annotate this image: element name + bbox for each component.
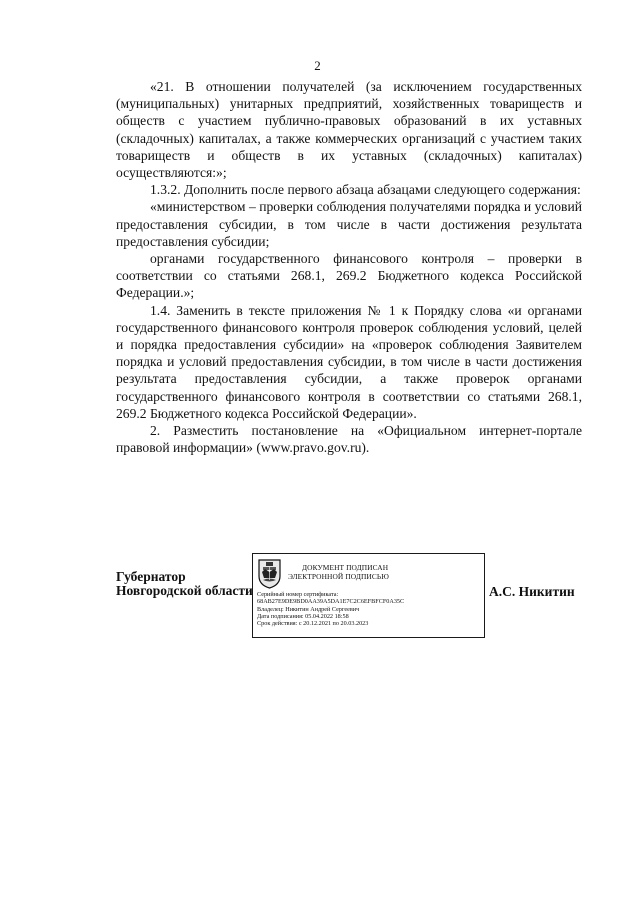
document-body: [116, 78, 582, 456]
paragraph: органами государственного финансового контроля – проверки в соответствии со статьями 268.1, 269.2 Бюджетного кодекса Российской Федерации.»;: [116, 251, 582, 301]
paragraph: 1.4. Заменить в тексте приложения № 1 к Порядку слова «и органами государственного финансового контроля проверок соблюдения условий, целей и порядка предоставления субсидии» на «проверок соблюдения Заявителем порядка и условий предоставления субсидии, в том числе в части достижения результата предоставления субсидии, а также проверок органами государственного финансового контроля в соответствии со статьями 268.1, 269.2 Бюджетного кодекса Российской Федерации».: [116, 302, 582, 421]
coat-of-arms-icon: [257, 558, 282, 589]
stamp-owner: Владелец: Никитин Андрей Сергеевич: [257, 605, 360, 613]
stamp-signed-date: Дата подписания: 05.04.2022 18:58: [257, 612, 349, 620]
signatory-title: [116, 570, 253, 598]
stamp-serial-label: Серийный номер сертификата:: [257, 591, 339, 598]
signatory-title-line2: Новгородской области: [116, 583, 253, 598]
page-number: 2: [314, 58, 321, 73]
stamp-header-line2: ЭЛЕКТРОННОЙ ПОДПИСЬЮ: [288, 572, 389, 581]
stamp-header: [288, 563, 478, 581]
paragraph: 2. Разместить постановление на «Официальном интернет-портале правовой информации» (www.pravo.gov.ru).: [116, 423, 582, 456]
signatory-title-line1: Губернатор: [116, 569, 186, 584]
paragraph: 1.3.2. Дополнить после первого абзаца абзацами следующего содержания:: [150, 182, 581, 198]
stamp-header-line1: ДОКУМЕНТ ПОДПИСАН: [302, 563, 389, 572]
signatory-name: А.С. Никитин: [489, 584, 575, 599]
paragraph: «21. В отношении получателей (за исключением государственных (муниципальных) унитарных предприятий, хозяйственных товариществ и обществ с участием публично-правовых образований в их уставных (складочных) капиталах, а также коммерческих организаций с участием таких товариществ и обществ в их уставных (складочных) капиталах) осуществляются:»;: [116, 79, 582, 181]
electronic-signature-stamp: [252, 553, 485, 638]
paragraph: «министерством – проверки соблюдения получателями порядка и условий предоставления субсидии, в том числе в части достижения результата предоставления субсидии;: [116, 199, 582, 249]
stamp-details: [257, 591, 483, 627]
stamp-validity: Срок действия: с 20.12.2021 по 20.03.2023: [257, 620, 369, 628]
stamp-serial: 68AB27E9DE9BD0AA39A5DA1E7C2C6EFBFCF0A35C: [257, 598, 405, 606]
